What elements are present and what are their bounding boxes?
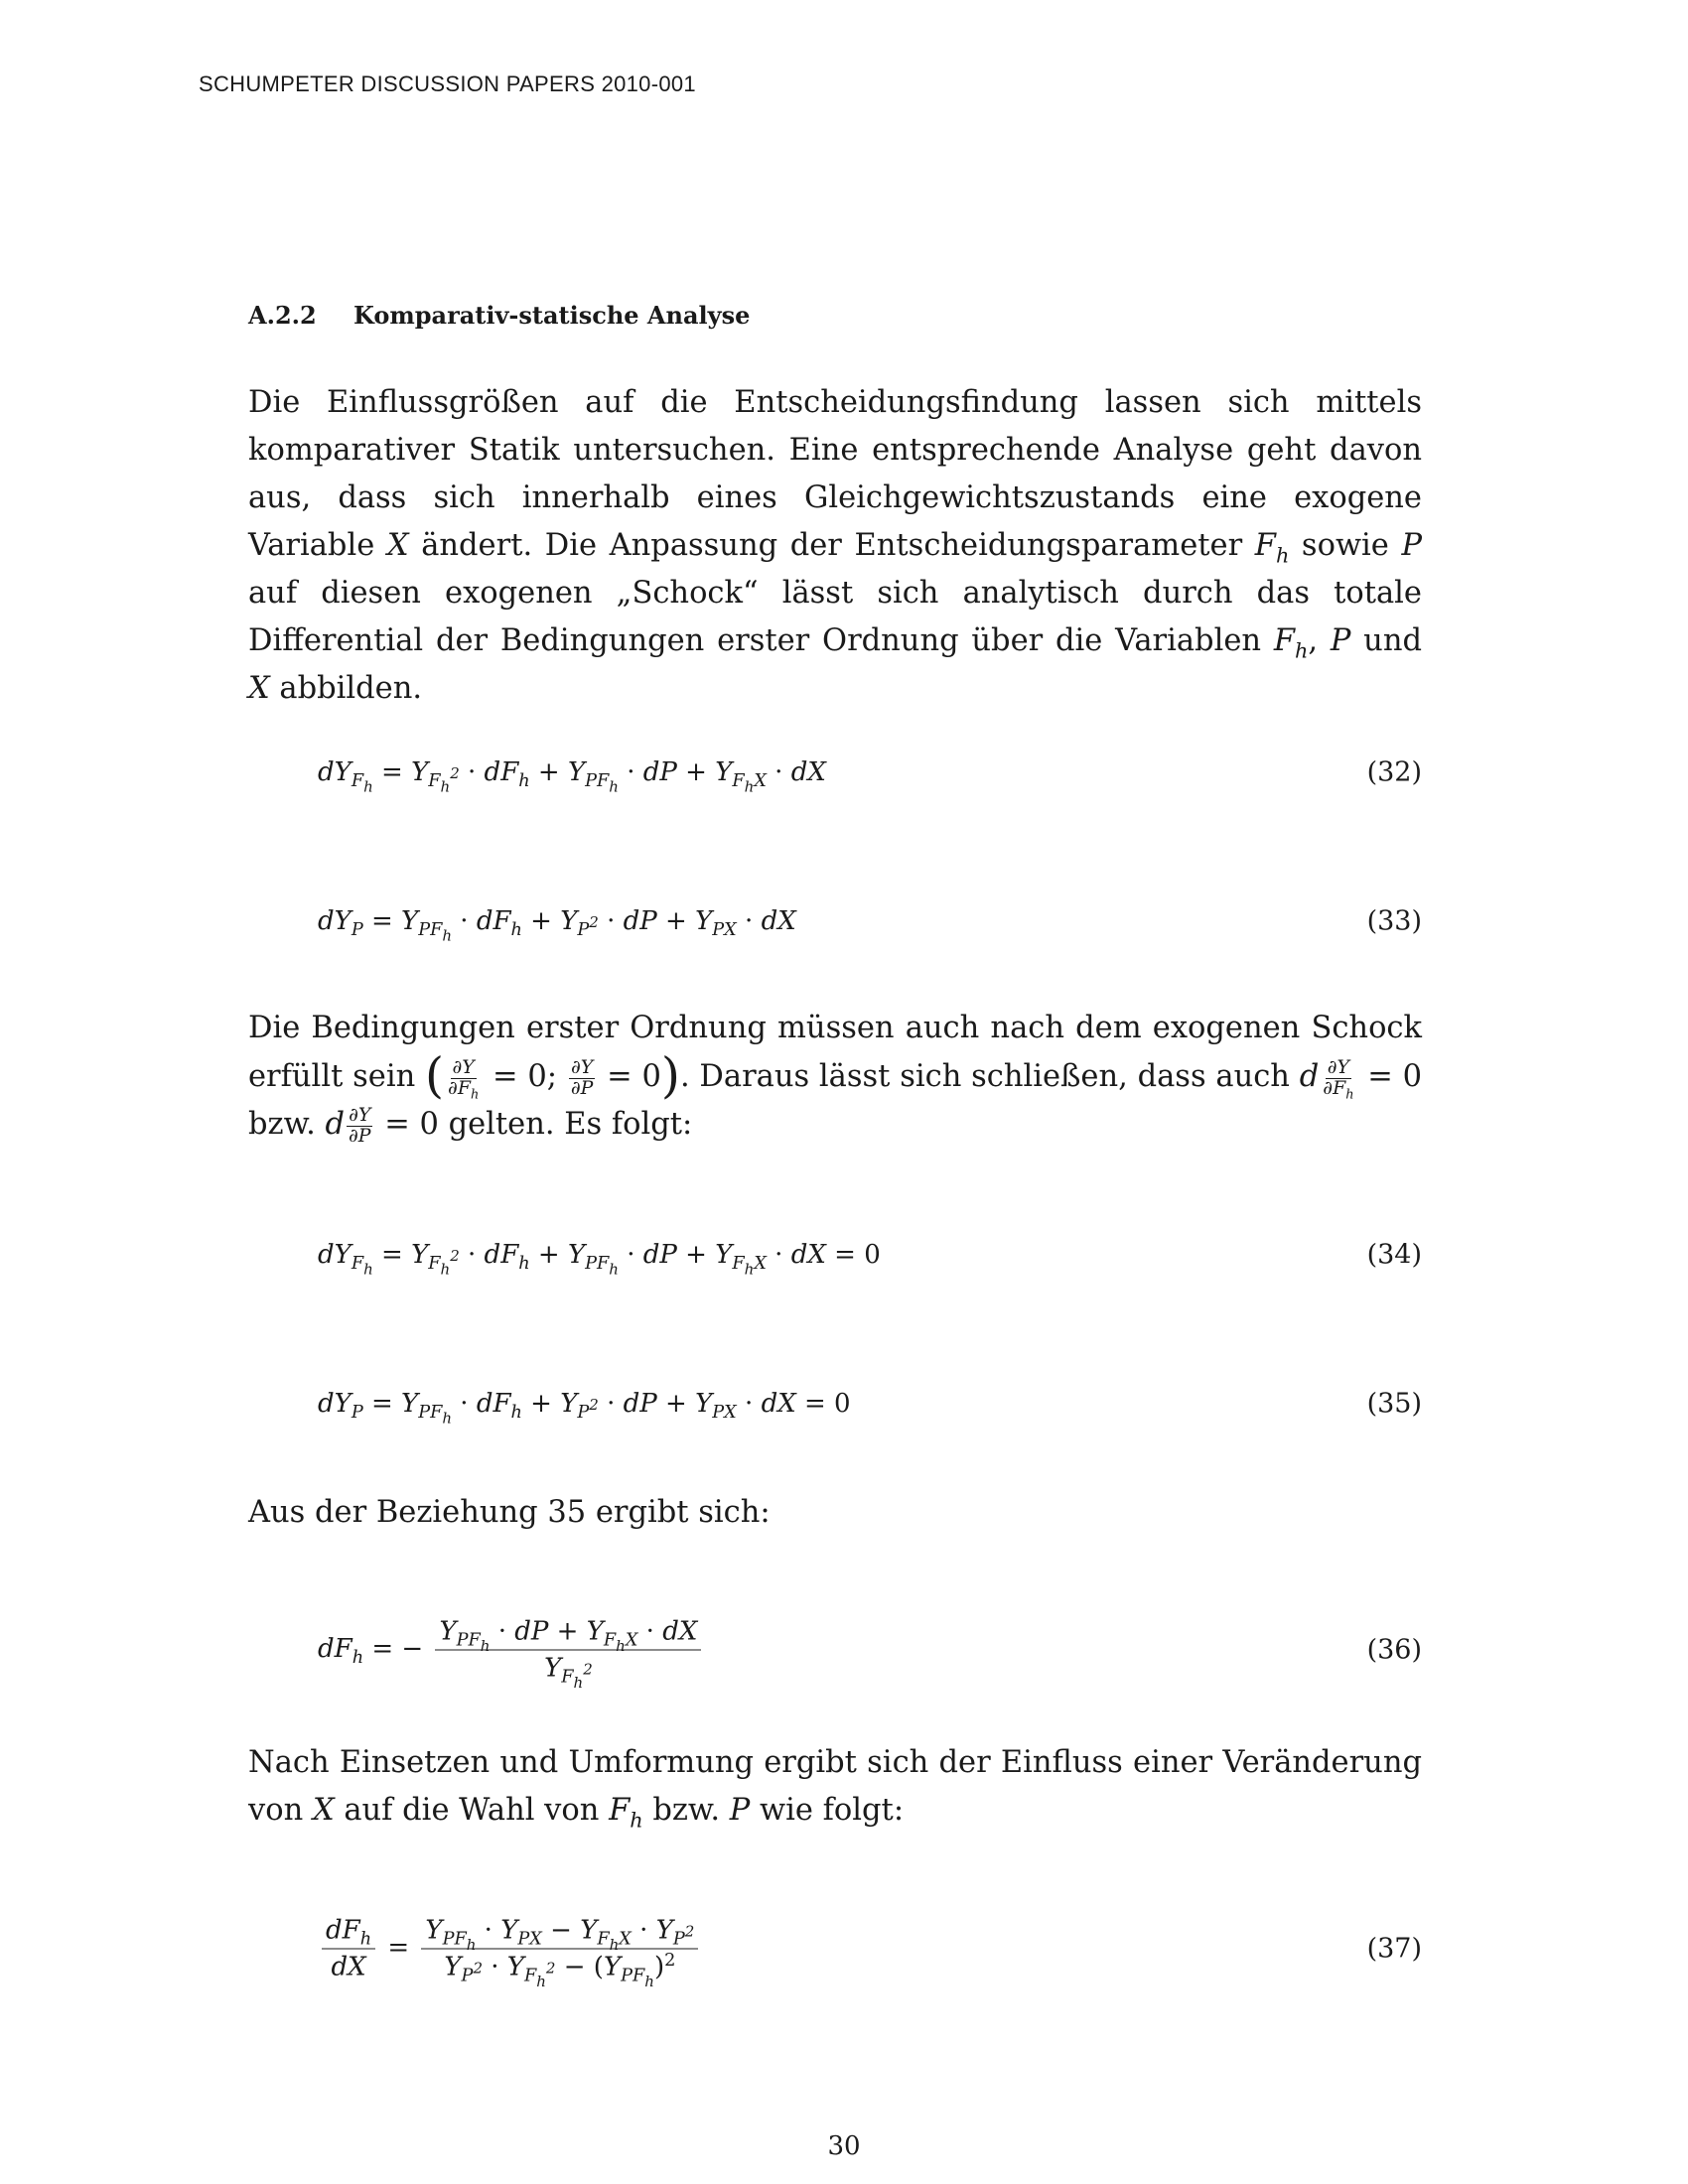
equation-37 — [318, 1894, 1422, 2003]
section-heading — [248, 301, 750, 330]
equation-32-number: (32) — [1366, 756, 1422, 788]
equation-33-number: (33) — [1366, 905, 1422, 937]
equation-36-formula: $dF_h$ = − $\frac{Y_{PF_h} \cdot dP + Y_{F_hX} \cdot dX}{Y_{F_h^2}}$ — [318, 1617, 705, 1684]
equation-37-formula: $\frac{dF_h}{dX}$ = $\frac{Y_{PF_h} \cdot Y_{PX} - Y_{F_hX} \cdot Y_{P^2}}{Y_{P^2} \cdot Y_{F_h^2} - (Y_{PF_h})^2}$ — [318, 1916, 702, 1982]
equation-33-formula: $dY_P = Y_{PF_h} \cdot dF_h + Y_{P^2}$ · dP + $Y_{PX}$ · dX — [318, 906, 796, 945]
paragraph-relation-35: Aus der Beziehung 35 ergibt sich: — [248, 1495, 771, 1530]
equation-33 — [318, 882, 1422, 961]
equation-36 — [318, 1600, 1422, 1700]
equation-34-formula: $dY_{F_h} = Y_{F_h^2} \cdot dF_h + Y_{PF_h}$ · dP + $Y_{F_hX}$ · dX = 0 — [318, 1240, 881, 1279]
paragraph-conditions: Die Bedingungen erster Ordnung müssen auch nach dem exogenen Schock erfüllt sein ( $\frac{\partial Y}{\partial F_h}$ = 0; $\frac{\partial Y}{\partial P}$ = 0). Daraus lässt sich schließen, dass auch d $\frac{\partial Y}{\partial F_h}$ = 0 bzw. d $\frac{\partial Y}{\partial P}$ = 0 gelten. Es folgt: — [248, 1011, 1423, 1147]
equation-35 — [318, 1364, 1422, 1443]
equation-35-number: (35) — [1366, 1388, 1422, 1420]
equation-34-number: (34) — [1366, 1239, 1422, 1271]
page-number: 30 — [827, 2131, 861, 2161]
equation-34 — [318, 1215, 1422, 1295]
section-title: Komparativ-statische Analyse — [353, 301, 751, 330]
section-number: A.2.2 — [248, 301, 317, 330]
equation-36-number: (36) — [1366, 1634, 1422, 1666]
paragraph-substitution: Nach Einsetzen und Umformung ergibt sich der Einfluss einer Veränderung von X auf die Wahl von $F_h$ bzw. P wie folgt: — [248, 1745, 1422, 1833]
running-head: SCHUMPETER DISCUSSION PAPERS 2010-001 — [199, 71, 696, 96]
equation-32-formula: $dY_{F_h} = Y_{F_h^2} \cdot dF_h + Y_{PF_h}$ · dP + $Y_{F_hX}$ · dX — [318, 757, 826, 796]
equation-37-number: (37) — [1366, 1933, 1422, 1965]
equation-35-formula: $dY_P = Y_{PF_h} \cdot dF_h + Y_{P^2}$ · dP + $Y_{PX}$ · dX = 0 — [318, 1389, 851, 1428]
equation-32 — [318, 733, 1422, 812]
paragraph-intro: Die Einflussgrößen auf die Entscheidungsfindung lassen sich mittels komparativer Statik untersuchen. Eine entsprechende Analyse geht davon aus, dass sich innerhalb eines Gleichgewichtszustands eine exogene Variable X ändert. Die Anpassung der Entscheidungsparameter $F_h$ sowie P auf diesen exogenen „Schock“ lässt sich analytisch durch das totale Differential der Bedingungen erster Ordnung über die Variablen $F_h$, P und X abbilden. — [248, 385, 1422, 706]
